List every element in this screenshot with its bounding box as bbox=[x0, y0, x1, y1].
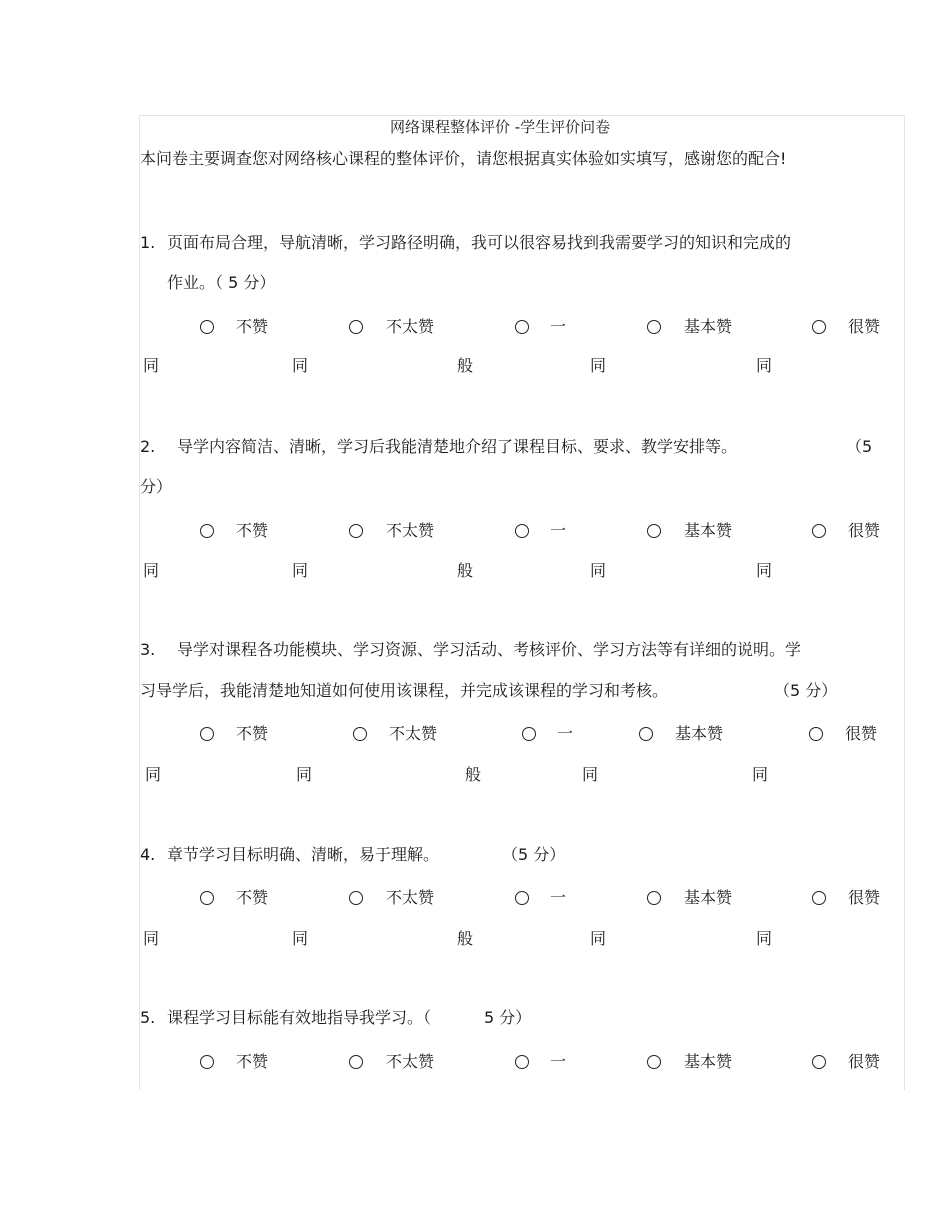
question-4-number: 4. bbox=[140, 845, 156, 864]
option-label: 同 bbox=[292, 929, 309, 948]
option-label: 不赞 bbox=[236, 1052, 269, 1071]
radio-option[interactable] bbox=[647, 524, 661, 538]
option-label: 同 bbox=[143, 356, 160, 375]
option-label: 基本赞 bbox=[684, 1052, 733, 1071]
page-title: 网络课程整体评价 -学生评价问卷 bbox=[390, 118, 611, 136]
question-3-text: 导学对课程各功能模块、学习资源、学习活动、考核评价、学习方法等有详细的说明。学 bbox=[177, 640, 802, 659]
option-label: 同 bbox=[292, 356, 309, 375]
option-label: 基本赞 bbox=[684, 888, 733, 907]
radio-option[interactable] bbox=[812, 320, 826, 334]
option-label: 同 bbox=[582, 765, 599, 784]
radio-option[interactable] bbox=[515, 891, 529, 905]
radio-option[interactable] bbox=[349, 1055, 363, 1069]
question-3-text: （5 分） bbox=[774, 681, 838, 700]
option-label: 不太赞 bbox=[389, 724, 438, 743]
radio-option[interactable] bbox=[200, 727, 214, 741]
option-label: 不太赞 bbox=[386, 521, 435, 540]
question-2-number: 2. bbox=[140, 437, 156, 456]
question-1-text: 页面布局合理，导航清晰，学习路径明确，我可以很容易找到我需要学习的知识和完成的 bbox=[167, 233, 792, 252]
option-label: 同 bbox=[590, 929, 607, 948]
option-label: 不赞 bbox=[236, 888, 269, 907]
radio-option[interactable] bbox=[200, 524, 214, 538]
radio-option[interactable] bbox=[200, 1055, 214, 1069]
option-label: 同 bbox=[752, 765, 769, 784]
option-label: 很赞 bbox=[848, 317, 881, 336]
radio-option[interactable] bbox=[515, 524, 529, 538]
radio-option[interactable] bbox=[353, 727, 367, 741]
option-label: 般 bbox=[457, 356, 474, 375]
option-label: 般 bbox=[465, 765, 482, 784]
question-4-text: 章节学习目标明确、清晰，易于理解。 bbox=[167, 845, 440, 864]
option-label: 很赞 bbox=[848, 1052, 881, 1071]
option-label: 同 bbox=[756, 561, 773, 580]
question-3-text: 习导学后，我能清楚地知道如何使用该课程，并完成该课程的学习和考核。 bbox=[140, 681, 669, 700]
option-label: 同 bbox=[756, 929, 773, 948]
option-label: 同 bbox=[756, 356, 773, 375]
option-label: 不太赞 bbox=[386, 1052, 435, 1071]
radio-option[interactable] bbox=[812, 1055, 826, 1069]
radio-option[interactable] bbox=[639, 727, 653, 741]
radio-option[interactable] bbox=[200, 320, 214, 334]
radio-option[interactable] bbox=[349, 524, 363, 538]
question-5-number: 5. bbox=[140, 1008, 156, 1027]
radio-option[interactable] bbox=[349, 891, 363, 905]
option-label: 同 bbox=[590, 356, 607, 375]
question-1-text: 作业。（ 5 分） bbox=[167, 273, 276, 292]
option-label: 同 bbox=[143, 929, 160, 948]
option-label: 很赞 bbox=[848, 888, 881, 907]
question-2-text: 导学内容简洁、清晰，学习后我能清楚地介绍了课程目标、要求、教学安排等。 bbox=[177, 437, 738, 456]
option-label: 很赞 bbox=[848, 521, 881, 540]
option-label: 同 bbox=[143, 561, 160, 580]
radio-option[interactable] bbox=[809, 727, 823, 741]
question-5-text: 课程学习目标能有效地指导我学习。（ bbox=[167, 1008, 432, 1027]
radio-option[interactable] bbox=[515, 320, 529, 334]
radio-option[interactable] bbox=[200, 891, 214, 905]
option-label: 同 bbox=[296, 765, 313, 784]
option-label: 不太赞 bbox=[386, 888, 435, 907]
intro-text: 本问卷主要调查您对网络核心课程的整体评价，请您根据真实体验如实填写，感谢您的配合! bbox=[140, 149, 787, 168]
question-5-text: 5 分） bbox=[484, 1008, 532, 1027]
radio-option[interactable] bbox=[647, 320, 661, 334]
option-label: 般 bbox=[457, 561, 474, 580]
question-3-number: 3. bbox=[140, 640, 156, 659]
option-label: 般 bbox=[457, 929, 474, 948]
option-label: 不赞 bbox=[236, 317, 269, 336]
option-label: 一 bbox=[550, 888, 567, 907]
option-label: 一 bbox=[550, 317, 567, 336]
radio-option[interactable] bbox=[515, 1055, 529, 1069]
radio-option[interactable] bbox=[812, 524, 826, 538]
question-4-text: （5 分） bbox=[502, 845, 566, 864]
option-label: 不赞 bbox=[236, 724, 269, 743]
radio-option[interactable] bbox=[647, 891, 661, 905]
option-label: 同 bbox=[292, 561, 309, 580]
radio-option[interactable] bbox=[349, 320, 363, 334]
option-label: 不赞 bbox=[236, 521, 269, 540]
option-label: 同 bbox=[590, 561, 607, 580]
option-label: 很赞 bbox=[845, 724, 878, 743]
option-label: 一 bbox=[550, 1052, 567, 1071]
option-label: 基本赞 bbox=[675, 724, 724, 743]
radio-option[interactable] bbox=[522, 727, 536, 741]
radio-option[interactable] bbox=[812, 891, 826, 905]
option-label: 一 bbox=[550, 521, 567, 540]
question-1-number: 1. bbox=[140, 233, 156, 252]
option-label: 基本赞 bbox=[684, 317, 733, 336]
option-label: 不太赞 bbox=[386, 317, 435, 336]
question-2-text: 分） bbox=[140, 477, 173, 496]
question-2-text: （5 bbox=[846, 437, 873, 456]
option-label: 同 bbox=[145, 765, 162, 784]
option-label: 一 bbox=[557, 724, 574, 743]
page-frame bbox=[139, 115, 905, 1090]
option-label: 基本赞 bbox=[684, 521, 733, 540]
radio-option[interactable] bbox=[647, 1055, 661, 1069]
